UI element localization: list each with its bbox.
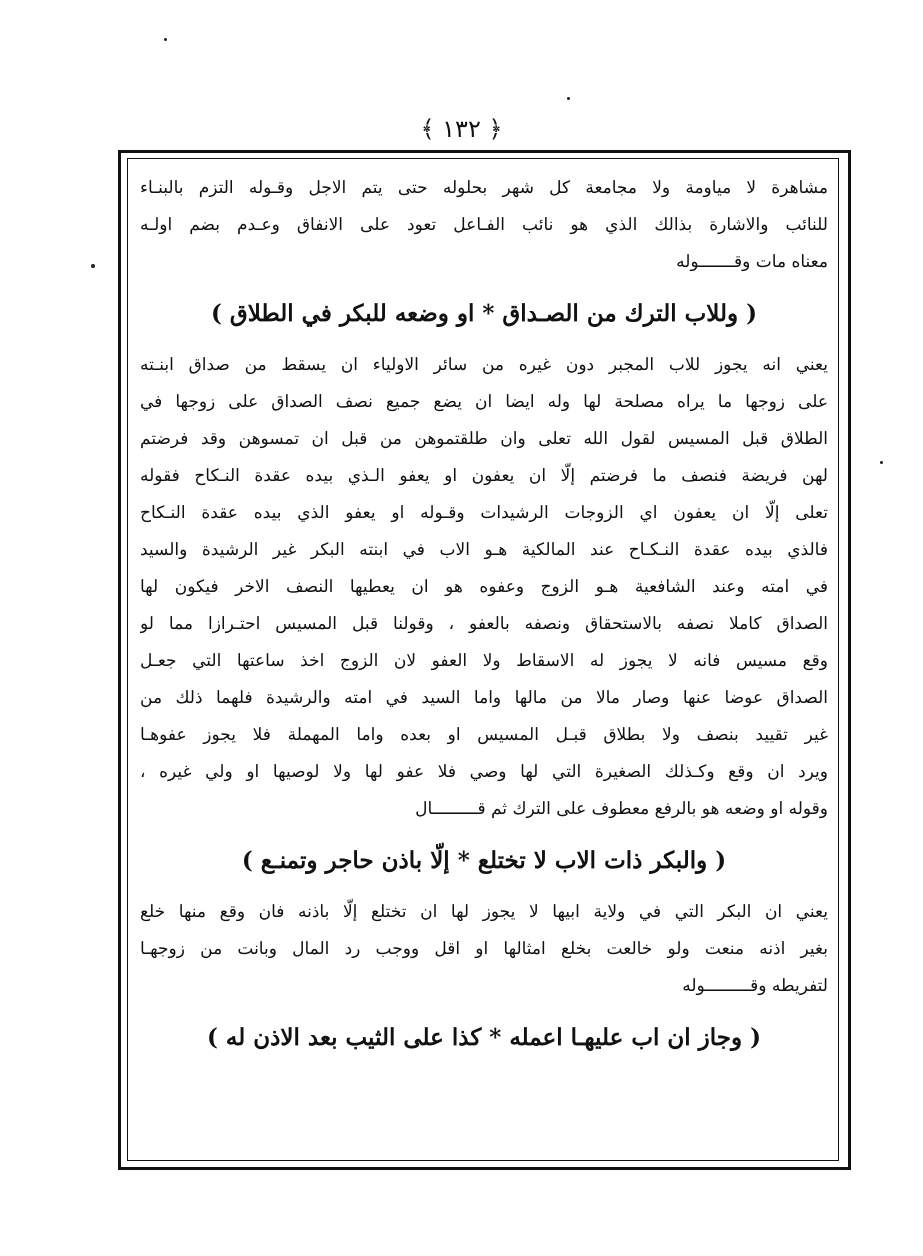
text-line: فالذي بيده عقدة النـكـاح عند المالكية هـو الاب في ابنته البكر غير الرشيدة والسيد — [140, 540, 828, 560]
text-line: الصداق عوضا عنها وصار مالا من مالها واما السيد في امته والرشيدة فلهما ذلك من — [140, 688, 828, 708]
page-number: ﴿ ١٣٢ ﴾ — [420, 115, 503, 143]
text-line: معناه مات وقـــــــوله — [676, 252, 828, 272]
text-line: تعلى إلّا ان يعفون اي الزوجات الرشيدات وقـوله او يعفو الذي بيده عقدة النـكاح — [140, 503, 828, 523]
text-line: ويرد ان وقع وكـذلك الصغيرة التي لها وصي فلا عفو لها ولا لوصيها او ولي غيره ، — [140, 762, 828, 782]
text-line: لتفريطه وقـــــــــوله — [682, 976, 828, 996]
text-line: يعني انه يجوز للاب المجبر دون غيره من سائر الاولياء ان يسقط من صداق ابنـته — [140, 355, 828, 375]
scan-speck — [164, 38, 167, 41]
page-body — [140, 170, 828, 1071]
text-line: وقع مسيس فانه لا يجوز له الاسقاط ولا العفو لان الزوج اخذ ساعتها التي جعـل — [140, 651, 828, 671]
verse-line: ( وجاز ان اب عليهـا اعمله * كذا على الثيب بعد الاذن له ) — [207, 1024, 761, 1051]
text-line: الصداق كاملا نصفه بالاستحقاق ونصفه بالعفو ، وقولنا قبل المسيس احتـرازا مما لو — [140, 614, 828, 634]
text-line: على زوجها ما يراه مصلحة لها وله ايضا ان يضع جميع نصف الصداق على زوجها في — [140, 392, 828, 412]
text-line: الطلاق قبل المسيس لقول الله تعلى وان طلقتموهن من قبل ان تمسوهن وقد فرضتم — [140, 429, 828, 449]
text-line: لهن فريضة فنصف ما فرضتم إلّا ان يعفون او يعفو الـذي بيده عقدة النـكاح فقوله — [140, 466, 828, 486]
text-line: وقوله او وضعه هو بالرفع معطوف على الترك ثم قـــــــــال — [415, 799, 828, 819]
scan-speck — [880, 461, 883, 464]
text-line: غير تقييد بنصف ولا بطلاق قبـل المسيس او بعده واما المهملة فلا يجوز عفوهـا — [140, 725, 828, 745]
text-line: بغير اذنه منعت ولو خالعت بخلع امثالها او اقل ووجب رد المال وبانت من زوجهـا — [140, 939, 828, 959]
text-line: للنائب والاشارة بذالك الذي هو نائب الفـاعل تعود على الانفاق وعـدم بضم اولـه — [140, 215, 828, 235]
scan-speck — [567, 97, 570, 100]
text-line: مشاهرة لا مياومة ولا مجامعة كل شهر بحلوله حتى يتم الاجل وقـوله التزم بالبنـاء — [140, 178, 828, 198]
text-line: في امته وعند الشافعية هـو الزوج وعفوه هو ان يعطيها النصف الاخر فيكون لها — [140, 577, 828, 597]
scan-speck — [91, 264, 95, 268]
text-line: يعني ان البكر التي في ولاية ابيها لا يجوز لها ان تختلع إلّا باذنه فان وقع منها خلع — [140, 902, 828, 922]
verse-line: ( وللاب الترك من الصـداق * او وضعه للبكر في الطلاق ) — [210, 300, 758, 327]
verse-line: ( والبكر ذات الاب لا تختلع * إلّا باذن حاجر وتمنـع ) — [241, 847, 727, 874]
